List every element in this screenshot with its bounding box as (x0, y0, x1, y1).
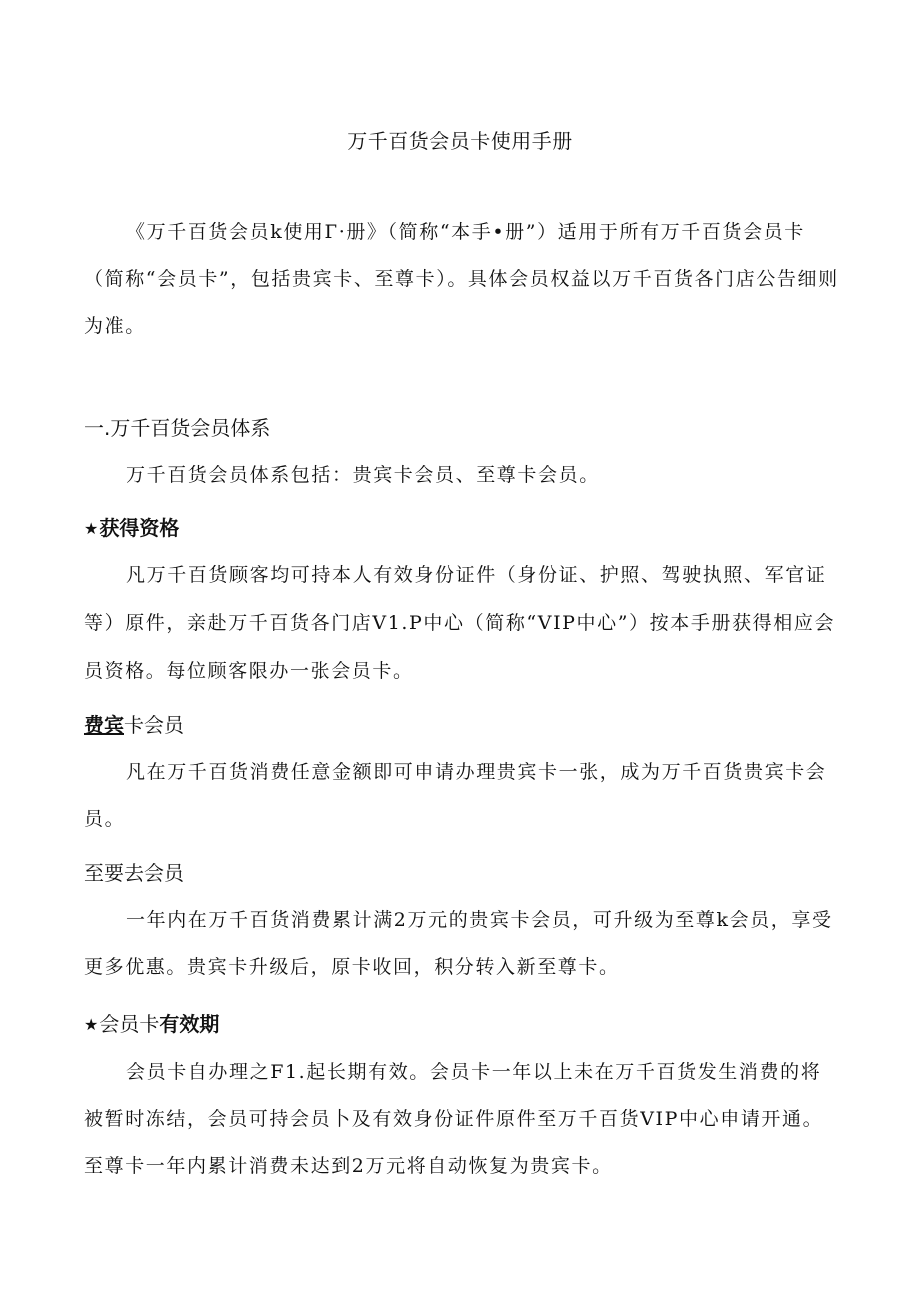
supreme-card-paragraph: 一年内在万千百货消费累计满2万元的贵宾卡会员，可升级为至尊k会员，享受更多优惠。贵宾卡升级后，原卡收回，积分转入新至尊卡。 (84, 909, 833, 978)
guest-card-paragraph: 凡在万千百货消费任意金额即可申请办理贵宾卡一张，成为万千百货贵宾卡会员。 (84, 761, 827, 830)
validity-heading-bold: 有效期 (159, 1012, 220, 1036)
star-icon: ★ (84, 519, 99, 538)
guest-card-heading-underlined: 费宾 (84, 713, 124, 737)
guest-card-heading (84, 711, 184, 739)
membership-system-paragraph: 万千百货会员体系包括：贵宾卡会员、至尊卡会员。 (126, 464, 600, 486)
star-icon: ★ (84, 1015, 99, 1034)
validity-paragraph: 会员卡自办理之F1.起长期有效。会员卡一年以上未在万千百货发生消费的将被暂时冻结，会员可持会员卜及有效身份证件原件至万千百货VIP中心申请开通。至尊卡一年内累计消费未达到2万元将自动恢复为贵宾卡。 (84, 1061, 824, 1177)
document-title: 万千百货会员卡使用手册 (347, 129, 573, 153)
supreme-card-heading: 至要去会员 (84, 861, 184, 885)
validity-heading (84, 1010, 219, 1039)
qualification-heading (84, 514, 179, 543)
intro-paragraph: 《万千百货会员k使用Г·册》（简称“本手•册”）适用于所有万千百货会员卡（简称“会员卡”，包括贵宾卡、至尊卡）。具体会员权益以万千百货各门店公告细则为准。 (84, 221, 839, 337)
guest-card-heading-rest: 卡会员 (124, 713, 184, 737)
qualification-paragraph: 凡万千百货顾客均可持本人有效身份证件（身份证、护照、驾驶执照、军官证等）原件，亲赴万千百货各门店V1.P中心（简称“VIP中心”）按本手册获得相应会员资格。每位顾客限办一张会员卡。 (84, 564, 836, 682)
section-heading-membership-system: 一.万千百货会员体系 (84, 416, 271, 440)
validity-heading-plain: 会员卡 (99, 1012, 160, 1036)
qualification-heading-text: 获得资格 (99, 516, 180, 540)
